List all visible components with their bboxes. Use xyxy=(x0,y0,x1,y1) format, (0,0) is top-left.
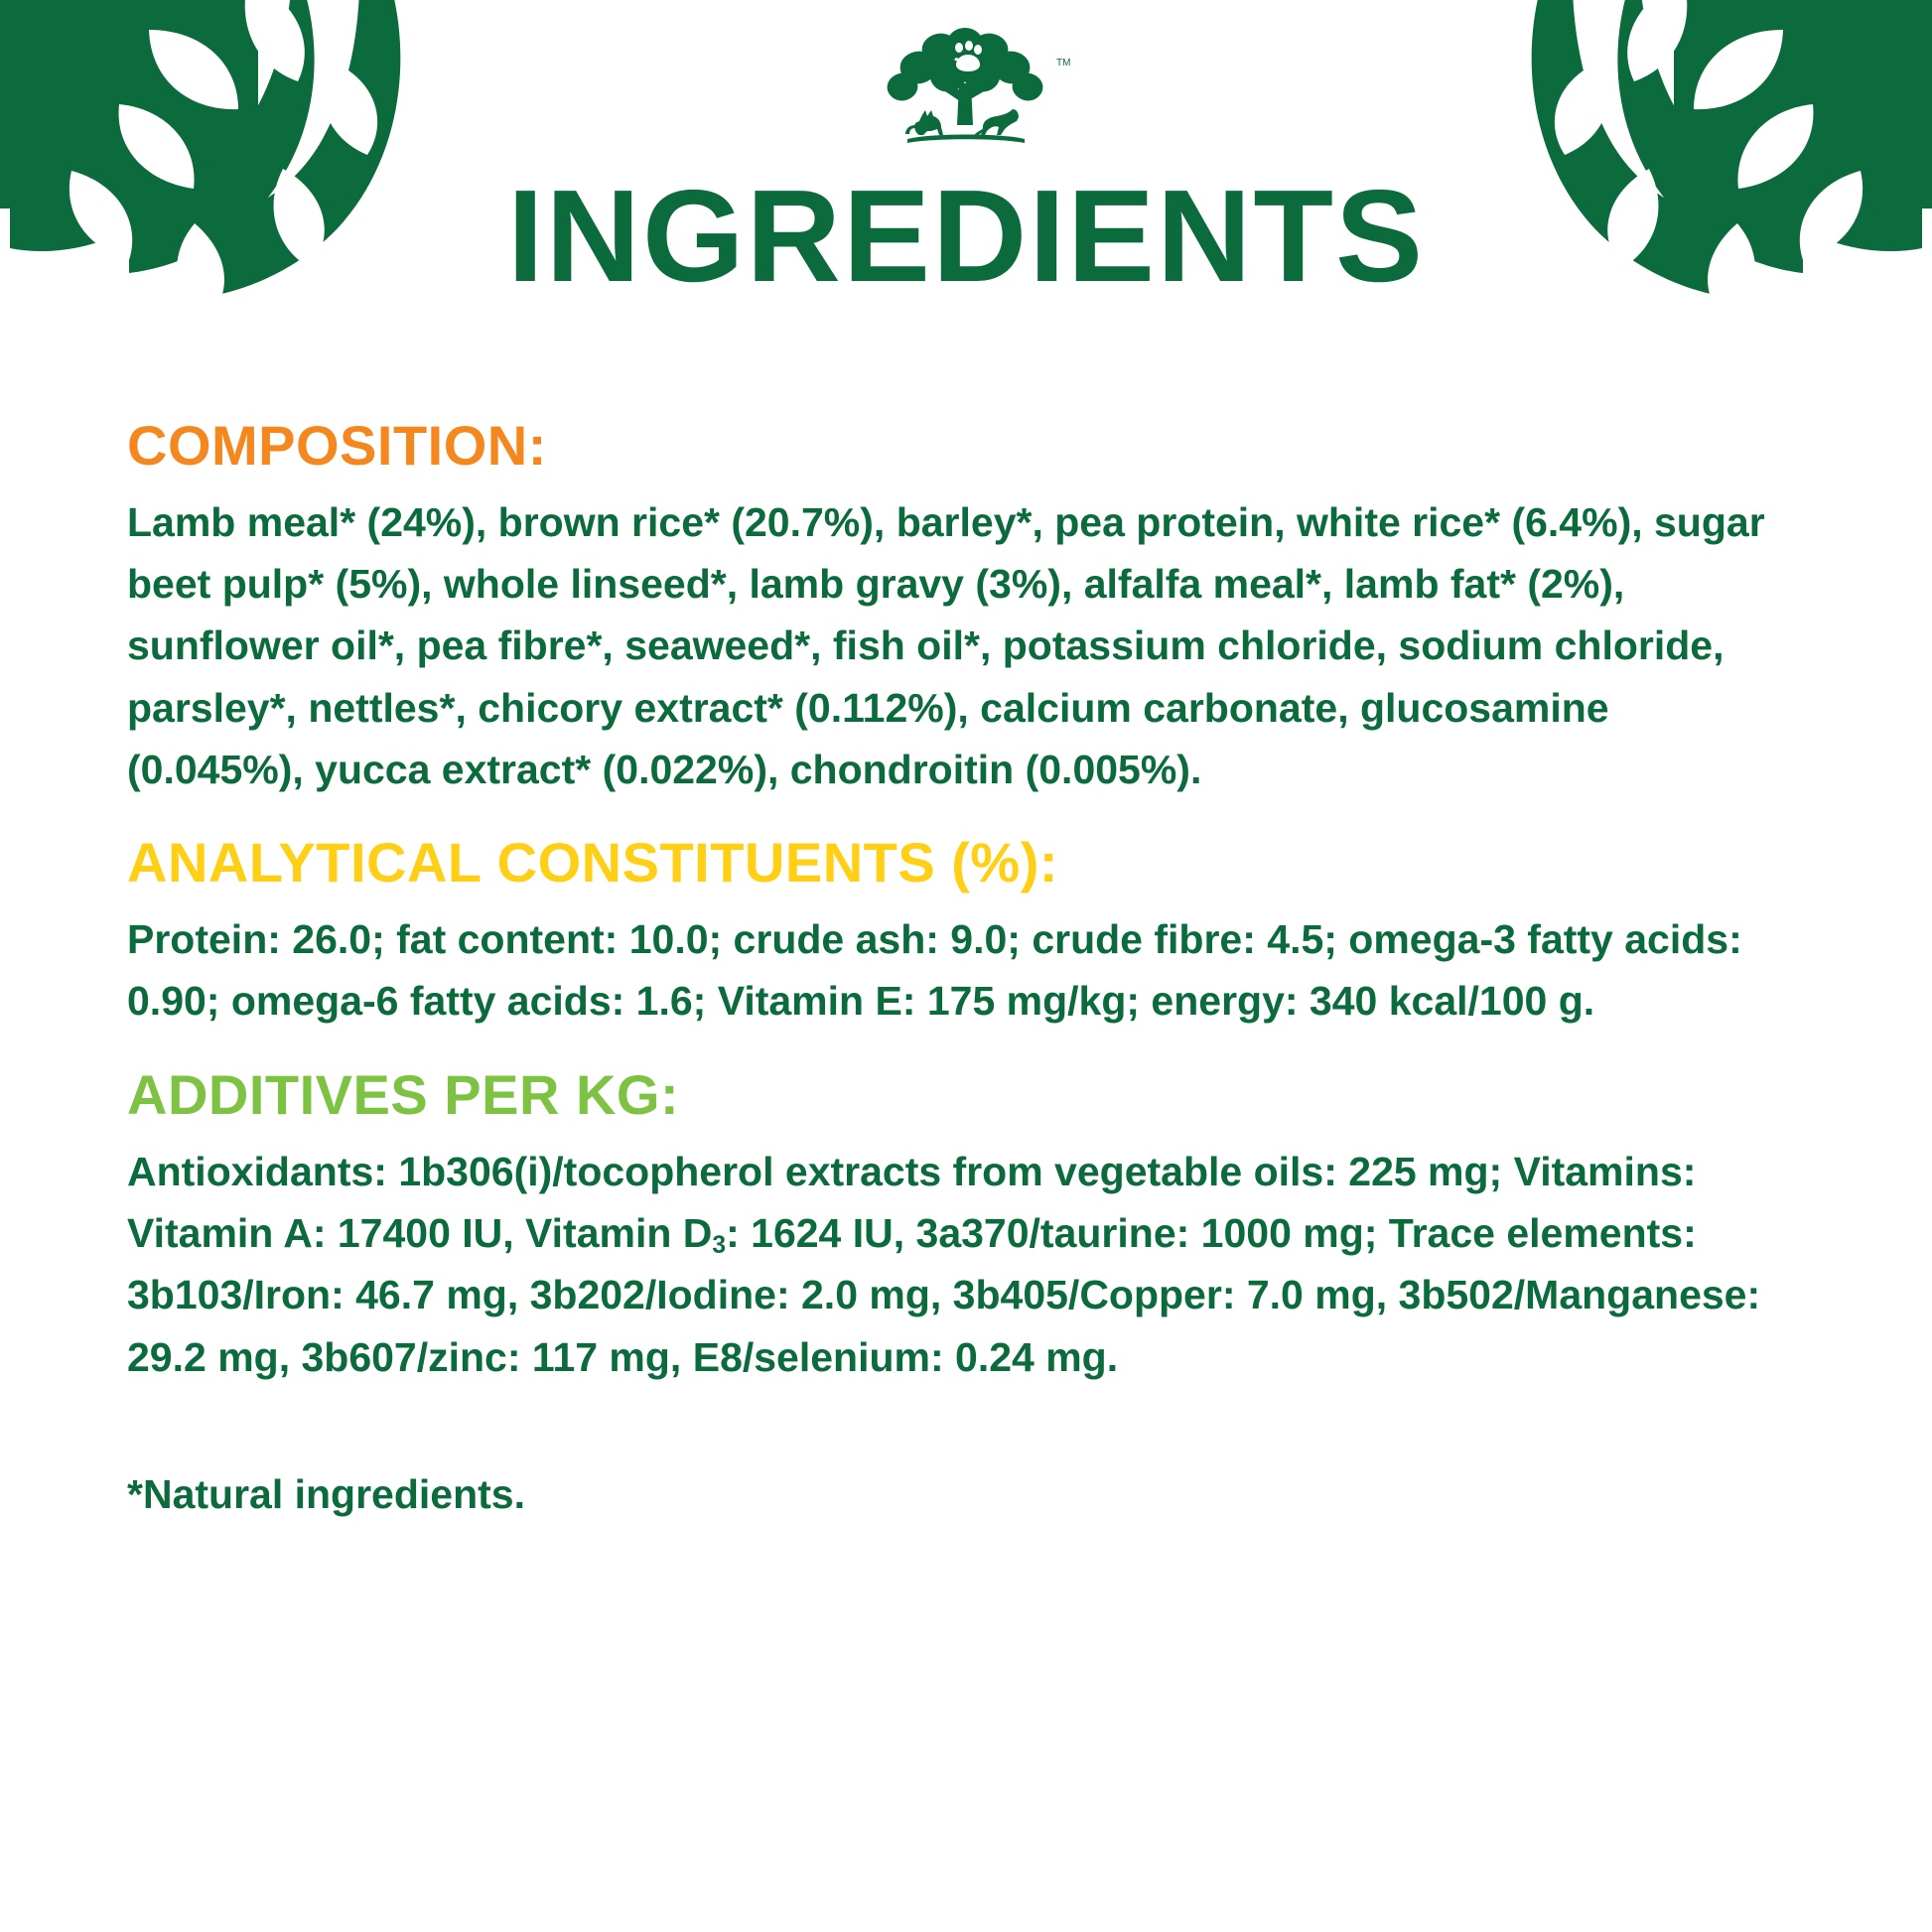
additives-text-part2: : 1624 IU, 3a370/taurine: 1000 mg; Trace elements: 3b103/Iron: 46.7 mg, 3b202/Iodine: 2.0 mg, 3b405/Copper: 7.0 mg, 3b502/Manganese: 29.2 mg, 3b607/zinc: 117 mg, E8/selenium: 0.24 mg. xyxy=(127,1209,1761,1380)
tree-with-cat-and-dog-logo xyxy=(862,22,1070,161)
additives-text xyxy=(127,1141,1795,1388)
trademark-symbol: TM xyxy=(1056,58,1070,69)
additives-heading: ADDITIVES PER KG: xyxy=(127,1062,680,1126)
analytical-constituents-text: Protein: 26.0; fat content: 10.0; crude ash: 9.0; crude fibre: 4.5; omega-3 fatty acids: 0.90; omega-6 fatty acids: 1.6; Vitamin E: 175 mg/kg; energy: 340 kcal/100 g. xyxy=(127,916,1742,1025)
composition-heading: COMPOSITION: xyxy=(127,414,547,477)
vitamin-d3-subscript: 3 xyxy=(712,1232,727,1260)
section-analytical-constituents xyxy=(127,831,1815,1032)
page-title: INGREDIENTS xyxy=(506,163,1426,309)
additives-text-part1: Antioxidants: 1b306(i)/tocopherol extracts from vegetable oils: 225 mg; Vitamins: Vitamin A: 17400 IU, Vitamin D xyxy=(127,1148,1697,1256)
brand-logo xyxy=(0,22,1932,161)
analytical-constituents-heading: ANALYTICAL CONSTITUENTS (%): xyxy=(127,831,1058,895)
section-additives xyxy=(127,1062,1815,1388)
natural-ingredients-footnote: *Natural ingredients. xyxy=(127,1470,525,1517)
page-header xyxy=(0,0,1932,343)
composition-text: Lamb meal* (24%), brown rice* (20.7%), barley*, pea protein, white rice* (6.4%), sugar beet pulp* (5%), whole linseed*, lamb gravy (3%), alfalfa meal*, lamb fat* (2%), sunflower oil*, pea fibre*, seaweed*, fish oil*, potassium chloride, sodium chloride, parsley*, nettles*, chicory extract* (0.112%), calcium carbonate, glucosamine (0.045%), yucca extract* (0.022%), chondroitin (0.005%). xyxy=(127,498,1765,793)
section-composition xyxy=(127,414,1815,800)
ingredients-content xyxy=(127,414,1815,1518)
